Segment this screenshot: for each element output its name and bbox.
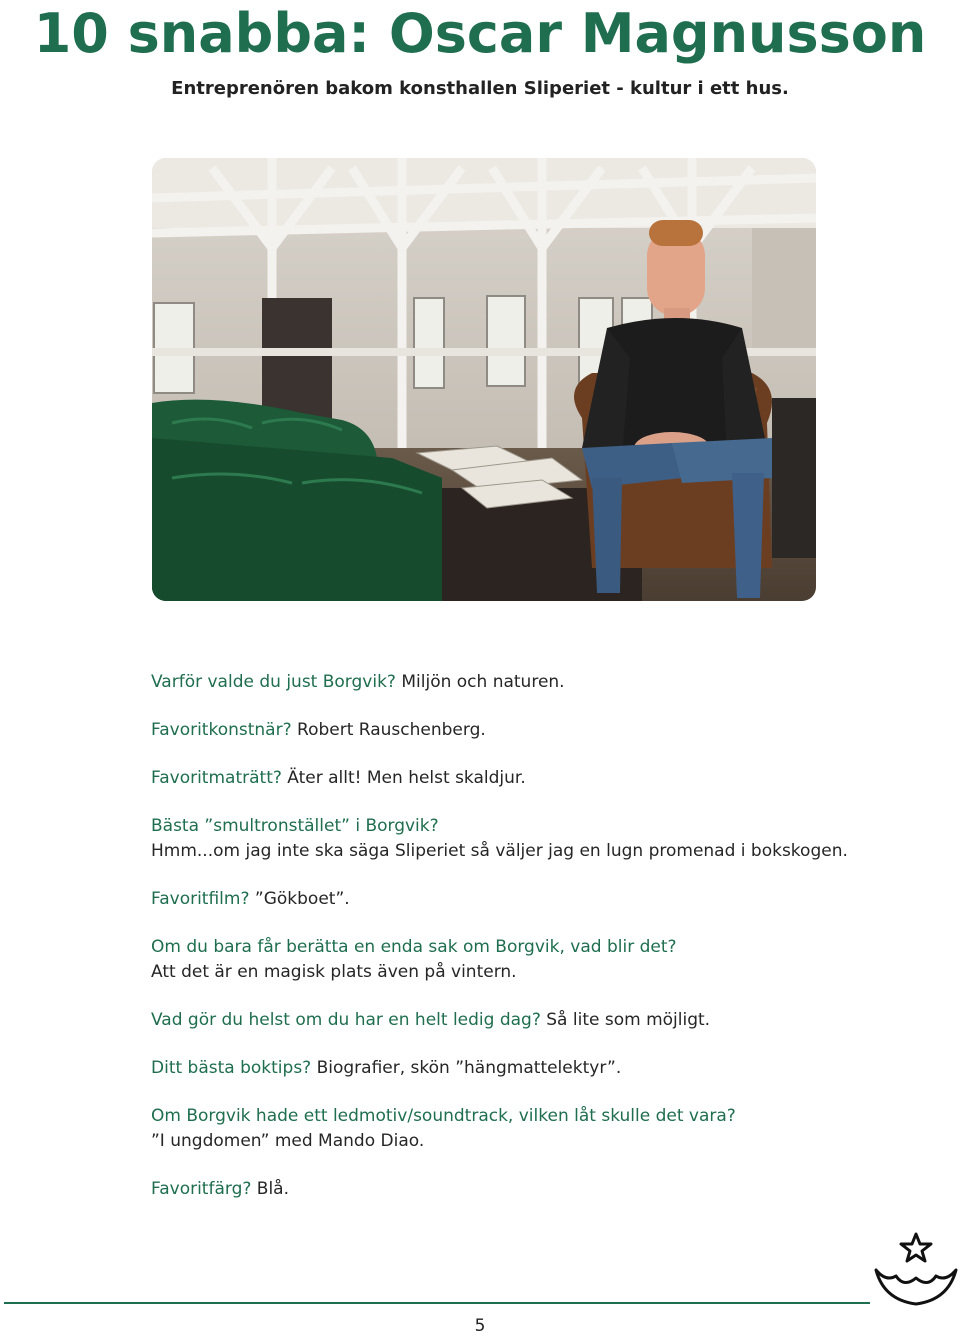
answer: Biografier, skön ”hängmattelektyr”. — [311, 1058, 622, 1078]
answer: Så lite som möjligt. — [540, 1010, 711, 1030]
qa-item — [151, 887, 851, 912]
answer: Miljön och naturen. — [395, 672, 565, 692]
answer: ”I ungdomen” med Mando Diao. — [151, 1131, 425, 1151]
answer: Robert Rauschenberg. — [291, 720, 486, 740]
question: Favoritkonstnär? — [151, 720, 292, 740]
qa-item — [151, 718, 851, 743]
qa-item — [151, 814, 851, 864]
qa-item — [151, 1008, 851, 1033]
question: Ditt bästa boktips? — [151, 1058, 312, 1078]
answer: Äter allt! Men helst skaldjur. — [281, 768, 526, 788]
qa-item — [151, 670, 851, 695]
qa-list — [151, 670, 851, 1225]
question: Bästa ”smultronstället” i Borgvik? — [151, 816, 439, 836]
qa-item — [151, 1056, 851, 1081]
page-number: 5 — [474, 1316, 486, 1336]
qa-item — [151, 935, 851, 985]
question: Favoritfärg? — [151, 1179, 252, 1199]
question: Vad gör du helst om du har en helt ledig dag? — [151, 1010, 541, 1030]
answer: Hmm...om jag inte ska säga Sliperiet så väljer jag en lugn promenad i bokskogen. — [151, 841, 848, 861]
question: Om Borgvik hade ett ledmotiv/soundtrack, vilken låt skulle det vara? — [151, 1106, 736, 1126]
qa-item — [151, 1177, 851, 1202]
answer: Blå. — [251, 1179, 290, 1199]
question: Favoritfilm? — [151, 889, 250, 909]
footer-rule — [4, 1302, 870, 1304]
page-subtitle: Entreprenören bakom konsthallen Sliperiet - kultur i ett hus. — [171, 78, 789, 99]
qa-item — [151, 766, 851, 791]
question: Om du bara får berätta en enda sak om Borgvik, vad blir det? — [151, 937, 677, 957]
answer: ”Gökboet”. — [249, 889, 350, 909]
borgvik-logo-icon — [872, 1230, 958, 1310]
question: Favoritmaträtt? — [151, 768, 282, 788]
portrait-photo — [152, 158, 816, 601]
page-title: 10 snabba: Oscar Magnusson — [33, 2, 927, 65]
qa-item — [151, 1104, 851, 1154]
question: Varför valde du just Borgvik? — [151, 672, 396, 692]
answer: Att det är en magisk plats även på vintern. — [151, 962, 517, 982]
